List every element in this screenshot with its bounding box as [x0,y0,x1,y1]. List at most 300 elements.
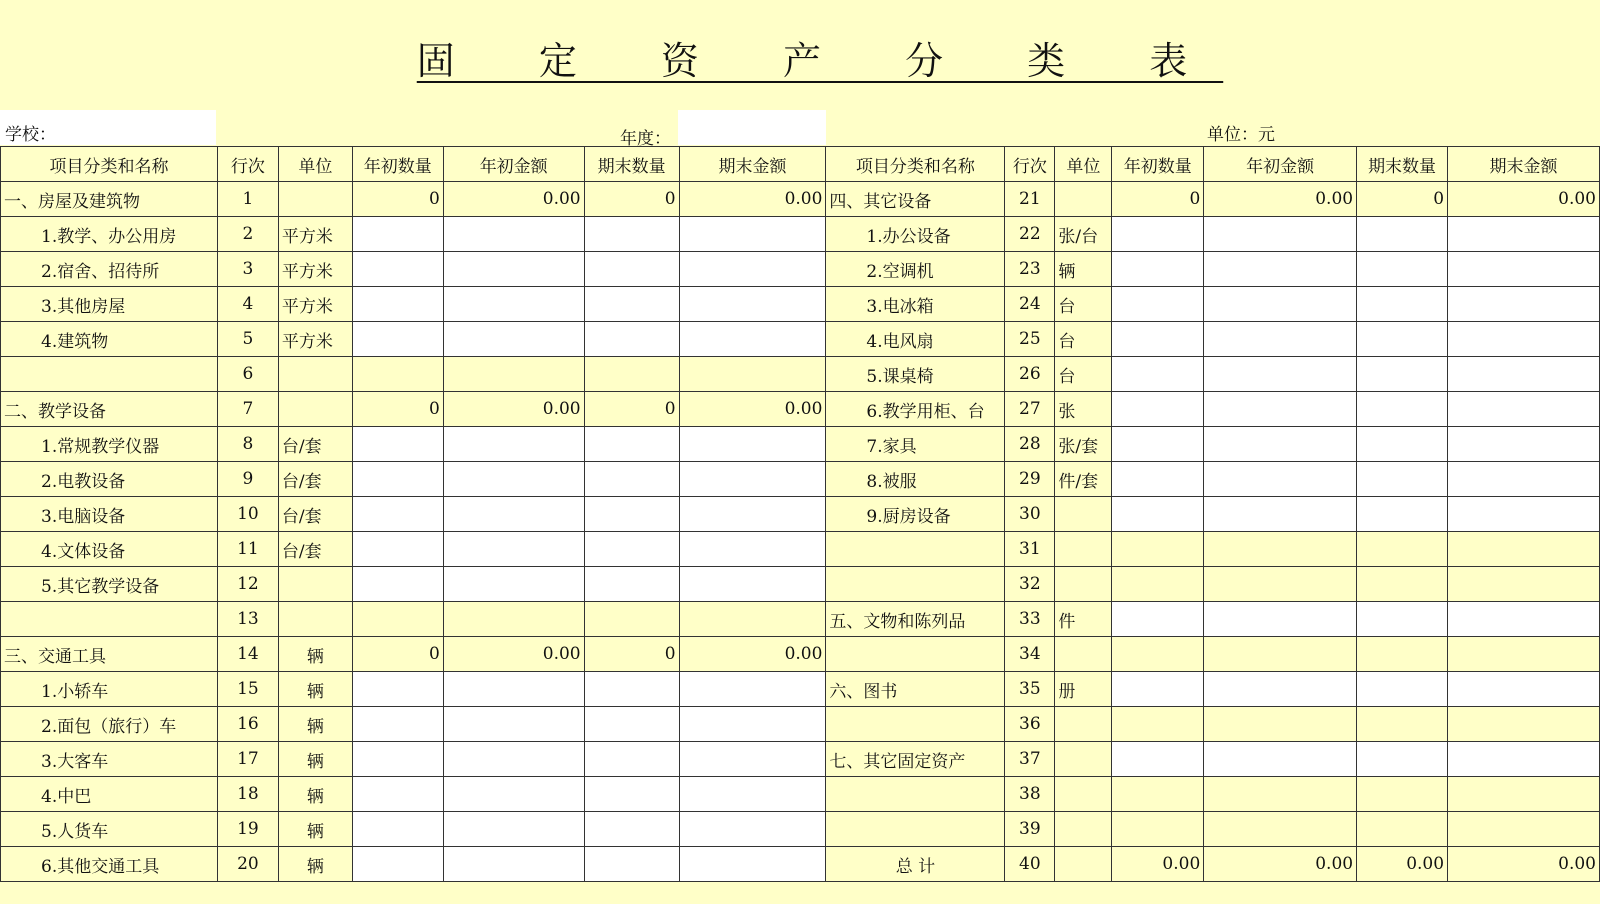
right-begin-qty-cell[interactable] [1112,357,1204,392]
left-begin-amount-cell[interactable]: 0.00 [443,392,584,427]
right-line-no-cell[interactable]: 28 [1005,427,1055,462]
left-end-amount-cell[interactable] [679,567,826,602]
left-begin-amount-cell[interactable] [443,427,584,462]
left-unit-cell[interactable]: 台/套 [278,462,352,497]
right-item-name-cell[interactable]: 六、图书 [826,672,1005,707]
right-unit-cell[interactable]: 册 [1055,672,1112,707]
left-unit-cell[interactable]: 辆 [278,742,352,777]
right-end-qty-cell[interactable] [1357,427,1448,462]
header-right-unit: 单位 [1055,147,1112,182]
right-unit-cell[interactable] [1055,182,1112,217]
right-line-no-cell[interactable]: 40 [1005,847,1055,882]
right-begin-qty-cell[interactable] [1112,637,1204,672]
left-begin-qty-cell[interactable] [352,322,443,357]
right-begin-amount-cell[interactable] [1204,567,1357,602]
right-begin-qty-cell[interactable] [1112,567,1204,602]
left-end-amount-cell[interactable] [679,217,826,252]
left-end-qty-cell[interactable] [584,672,679,707]
left-unit-cell[interactable] [278,357,352,392]
left-item-name-cell[interactable]: 6.其他交通工具 [1,847,218,882]
left-begin-amount-cell[interactable] [443,287,584,322]
left-unit-cell[interactable] [278,182,352,217]
right-end-qty-cell[interactable] [1357,777,1448,812]
right-end-amount-cell[interactable] [1448,567,1600,602]
right-unit-cell[interactable]: 张/套 [1055,427,1112,462]
left-begin-qty-cell[interactable] [352,287,443,322]
right-end-amount-cell[interactable] [1448,252,1600,287]
right-end-qty-cell[interactable] [1357,392,1448,427]
left-begin-amount-cell[interactable] [443,602,584,637]
right-end-qty-cell[interactable] [1357,707,1448,742]
right-begin-qty-cell[interactable] [1112,217,1204,252]
right-end-amount-cell[interactable] [1448,287,1600,322]
left-line-no-cell[interactable]: 19 [217,812,278,847]
right-unit-cell[interactable] [1055,497,1112,532]
left-item-name-cell[interactable] [1,357,218,392]
left-line-no-cell[interactable]: 7 [217,392,278,427]
left-begin-qty-cell[interactable] [352,672,443,707]
right-end-qty-cell[interactable] [1357,462,1448,497]
right-end-qty-cell[interactable] [1357,497,1448,532]
right-line-no-cell[interactable]: 32 [1005,567,1055,602]
right-end-qty-cell[interactable] [1357,812,1448,847]
left-unit-cell[interactable]: 辆 [278,707,352,742]
left-end-amount-cell[interactable]: 0.00 [679,392,826,427]
right-end-amount-cell[interactable] [1448,392,1600,427]
table-row [1,217,1600,252]
right-unit-cell[interactable] [1055,567,1112,602]
right-line-no-cell[interactable]: 25 [1005,322,1055,357]
right-unit-cell[interactable]: 件/套 [1055,462,1112,497]
left-item-name-cell[interactable]: 5.其它教学设备 [1,567,218,602]
right-line-no-cell[interactable]: 31 [1005,532,1055,567]
right-unit-cell[interactable]: 张/台 [1055,217,1112,252]
left-end-qty-cell[interactable] [584,497,679,532]
left-line-no-cell[interactable]: 5 [217,322,278,357]
right-item-name-cell[interactable] [826,637,1005,672]
left-end-amount-cell[interactable] [679,707,826,742]
table-row [1,322,1600,357]
left-begin-qty-cell[interactable] [352,777,443,812]
right-end-qty-cell[interactable]: 0.00 [1357,847,1448,882]
left-begin-amount-cell[interactable] [443,462,584,497]
right-unit-cell[interactable] [1055,812,1112,847]
right-begin-amount-cell[interactable] [1204,742,1357,777]
right-line-no-cell[interactable]: 38 [1005,777,1055,812]
right-begin-qty-cell[interactable] [1112,532,1204,567]
left-unit-cell[interactable]: 台/套 [278,427,352,462]
right-begin-qty-cell[interactable] [1112,322,1204,357]
right-line-no-cell[interactable]: 37 [1005,742,1055,777]
left-unit-cell[interactable]: 台/套 [278,532,352,567]
right-end-qty-cell[interactable] [1357,637,1448,672]
right-begin-qty-cell[interactable] [1112,462,1204,497]
left-unit-cell[interactable]: 辆 [278,812,352,847]
right-item-name-cell[interactable] [826,532,1005,567]
left-begin-amount-cell[interactable] [443,707,584,742]
left-end-amount-cell[interactable]: 0.00 [679,182,826,217]
left-unit-cell[interactable] [278,602,352,637]
right-begin-qty-cell[interactable] [1112,812,1204,847]
left-line-no-cell[interactable]: 11 [217,532,278,567]
right-end-amount-cell[interactable] [1448,532,1600,567]
right-end-amount-cell[interactable] [1448,427,1600,462]
right-begin-amount-cell[interactable]: 0.00 [1204,182,1357,217]
right-unit-cell[interactable]: 辆 [1055,252,1112,287]
right-end-qty-cell[interactable] [1357,602,1448,637]
right-end-amount-cell[interactable] [1448,357,1600,392]
left-end-qty-cell[interactable] [584,742,679,777]
left-begin-amount-cell[interactable] [443,847,584,882]
right-begin-qty-cell[interactable] [1112,252,1204,287]
left-end-qty-cell[interactable]: 0 [584,182,679,217]
left-begin-qty-cell[interactable] [352,532,443,567]
left-unit-cell[interactable] [278,392,352,427]
left-unit-cell[interactable]: 辆 [278,847,352,882]
right-end-amount-cell[interactable] [1448,322,1600,357]
school-label: 学校： [5,125,56,145]
left-begin-qty-cell[interactable] [352,847,443,882]
left-item-name-cell[interactable]: 1.小轿车 [1,672,218,707]
right-begin-amount-cell[interactable] [1204,602,1357,637]
right-begin-amount-cell[interactable] [1204,392,1357,427]
left-item-name-cell[interactable]: 1.常规教学仪器 [1,427,218,462]
right-begin-amount-cell[interactable] [1204,357,1357,392]
year-input-cell[interactable] [678,110,826,145]
left-end-amount-cell[interactable] [679,812,826,847]
left-begin-amount-cell[interactable] [443,497,584,532]
left-end-qty-cell[interactable] [584,217,679,252]
right-begin-amount-cell[interactable] [1204,812,1357,847]
left-end-qty-cell[interactable] [584,462,679,497]
right-line-no-cell[interactable]: 23 [1005,252,1055,287]
right-end-qty-cell[interactable] [1357,567,1448,602]
right-item-name-cell[interactable]: 总 计 [826,847,1005,882]
left-unit-cell[interactable]: 平方米 [278,287,352,322]
left-begin-amount-cell[interactable] [443,217,584,252]
left-item-name-cell[interactable]: 2.面包（旅行）车 [1,707,218,742]
left-end-amount-cell[interactable] [679,287,826,322]
left-line-no-cell[interactable]: 6 [217,357,278,392]
left-end-qty-cell[interactable] [584,777,679,812]
left-end-qty-cell[interactable] [584,567,679,602]
right-line-no-cell[interactable]: 33 [1005,602,1055,637]
left-line-no-cell[interactable]: 12 [217,567,278,602]
right-unit-cell[interactable]: 台 [1055,357,1112,392]
left-begin-amount-cell[interactable] [443,357,584,392]
right-end-qty-cell[interactable] [1357,217,1448,252]
left-end-amount-cell[interactable] [679,742,826,777]
left-item-name-cell[interactable]: 3.大客车 [1,742,218,777]
table-row [1,357,1600,392]
right-end-qty-cell[interactable] [1357,287,1448,322]
left-begin-amount-cell[interactable]: 0.00 [443,182,584,217]
right-item-name-cell[interactable]: 3.电冰箱 [826,287,1005,322]
left-item-name-cell[interactable]: 一、房屋及建筑物 [1,182,218,217]
left-line-no-cell[interactable]: 14 [217,637,278,672]
header-row [1,147,1600,182]
right-begin-amount-cell[interactable]: 0.00 [1204,847,1357,882]
header-right-begin-qty: 年初数量 [1112,147,1204,182]
right-begin-amount-cell[interactable] [1204,252,1357,287]
table-row [1,707,1600,742]
right-begin-amount-cell[interactable] [1204,707,1357,742]
left-unit-cell[interactable] [278,567,352,602]
right-line-no-cell[interactable]: 26 [1005,357,1055,392]
left-end-amount-cell[interactable] [679,427,826,462]
table-row [1,497,1600,532]
left-item-name-cell[interactable]: 4.文体设备 [1,532,218,567]
right-end-amount-cell[interactable]: 0.00 [1448,847,1600,882]
right-end-qty-cell[interactable]: 0 [1357,182,1448,217]
left-begin-amount-cell[interactable]: 0.00 [443,637,584,672]
right-end-qty-cell[interactable] [1357,322,1448,357]
left-end-amount-cell[interactable] [679,602,826,637]
left-begin-amount-cell[interactable] [443,777,584,812]
right-unit-cell[interactable] [1055,847,1112,882]
right-begin-qty-cell[interactable] [1112,497,1204,532]
left-item-name-cell[interactable]: 2.宿舍、招待所 [1,252,218,287]
left-begin-qty-cell[interactable] [352,427,443,462]
right-item-name-cell[interactable] [826,707,1005,742]
right-unit-cell[interactable] [1055,742,1112,777]
table-row [1,672,1600,707]
left-item-name-cell[interactable]: 三、交通工具 [1,637,218,672]
left-item-name-cell[interactable]: 3.其他房屋 [1,287,218,322]
left-unit-cell[interactable]: 辆 [278,777,352,812]
left-end-qty-cell[interactable] [584,812,679,847]
left-line-no-cell[interactable]: 20 [217,847,278,882]
right-line-no-cell[interactable]: 22 [1005,217,1055,252]
left-end-amount-cell[interactable] [679,357,826,392]
left-line-no-cell[interactable]: 9 [217,462,278,497]
right-begin-amount-cell[interactable] [1204,532,1357,567]
right-unit-cell[interactable]: 张 [1055,392,1112,427]
left-begin-qty-cell[interactable] [352,217,443,252]
right-unit-cell[interactable] [1055,777,1112,812]
right-end-amount-cell[interactable] [1448,637,1600,672]
right-line-no-cell[interactable]: 35 [1005,672,1055,707]
left-begin-qty-cell[interactable] [352,812,443,847]
header-right-end-amount: 期末金额 [1448,147,1600,182]
left-end-amount-cell[interactable]: 0.00 [679,637,826,672]
left-end-qty-cell[interactable]: 0 [584,637,679,672]
left-end-qty-cell[interactable] [584,287,679,322]
left-end-amount-cell[interactable] [679,847,826,882]
right-end-qty-cell[interactable] [1357,742,1448,777]
left-item-name-cell[interactable]: 3.电脑设备 [1,497,218,532]
left-unit-cell[interactable]: 平方米 [278,217,352,252]
left-item-name-cell[interactable]: 4.建筑物 [1,322,218,357]
left-item-name-cell[interactable]: 4.中巴 [1,777,218,812]
left-begin-qty-cell[interactable] [352,602,443,637]
left-line-no-cell[interactable]: 10 [217,497,278,532]
right-unit-cell[interactable]: 台 [1055,322,1112,357]
table-row [1,847,1600,882]
left-begin-amount-cell[interactable] [443,742,584,777]
left-begin-amount-cell[interactable] [443,567,584,602]
right-end-amount-cell[interactable] [1448,217,1600,252]
right-begin-amount-cell[interactable] [1204,672,1357,707]
right-begin-amount-cell[interactable] [1204,427,1357,462]
left-begin-qty-cell[interactable] [352,497,443,532]
asset-classification-table [0,146,1600,882]
left-begin-qty-cell[interactable] [352,462,443,497]
left-item-name-cell[interactable]: 5.人货车 [1,812,218,847]
right-end-amount-cell[interactable] [1448,812,1600,847]
right-line-no-cell[interactable]: 21 [1005,182,1055,217]
right-item-name-cell[interactable] [826,777,1005,812]
left-item-name-cell[interactable]: 1.教学、办公用房 [1,217,218,252]
left-end-qty-cell[interactable]: 0 [584,392,679,427]
right-begin-qty-cell[interactable] [1112,427,1204,462]
left-line-no-cell[interactable]: 1 [217,182,278,217]
right-unit-cell[interactable] [1055,637,1112,672]
left-end-qty-cell[interactable] [584,357,679,392]
right-item-name-cell[interactable]: 7.家具 [826,427,1005,462]
left-end-qty-cell[interactable] [584,532,679,567]
right-begin-amount-cell[interactable] [1204,637,1357,672]
left-end-qty-cell[interactable] [584,602,679,637]
right-end-amount-cell[interactable] [1448,707,1600,742]
right-begin-amount-cell[interactable] [1204,497,1357,532]
right-unit-cell[interactable]: 台 [1055,287,1112,322]
right-end-qty-cell[interactable] [1357,672,1448,707]
left-unit-cell[interactable]: 平方米 [278,322,352,357]
left-begin-amount-cell[interactable] [443,252,584,287]
left-line-no-cell[interactable]: 17 [217,742,278,777]
right-begin-qty-cell[interactable] [1112,392,1204,427]
right-line-no-cell[interactable]: 24 [1005,287,1055,322]
right-end-qty-cell[interactable] [1357,252,1448,287]
left-item-name-cell[interactable]: 二、教学设备 [1,392,218,427]
right-begin-amount-cell[interactable] [1204,217,1357,252]
right-unit-cell[interactable] [1055,707,1112,742]
left-item-name-cell[interactable]: 2.电教设备 [1,462,218,497]
left-end-amount-cell[interactable] [679,322,826,357]
left-end-amount-cell[interactable] [679,497,826,532]
right-begin-qty-cell[interactable] [1112,777,1204,812]
left-begin-qty-cell[interactable]: 0 [352,182,443,217]
left-item-name-cell[interactable] [1,602,218,637]
right-end-amount-cell[interactable] [1448,497,1600,532]
table-row [1,637,1600,672]
right-item-name-cell[interactable]: 1.办公设备 [826,217,1005,252]
right-end-amount-cell[interactable]: 0.00 [1448,182,1600,217]
left-unit-cell[interactable]: 平方米 [278,252,352,287]
left-line-no-cell[interactable]: 3 [217,252,278,287]
left-end-amount-cell[interactable] [679,252,826,287]
right-item-name-cell[interactable] [826,812,1005,847]
right-line-no-cell[interactable]: 27 [1005,392,1055,427]
left-end-qty-cell[interactable] [584,707,679,742]
right-item-name-cell[interactable]: 四、其它设备 [826,182,1005,217]
right-end-amount-cell[interactable] [1448,462,1600,497]
left-line-no-cell[interactable]: 15 [217,672,278,707]
left-end-amount-cell[interactable] [679,532,826,567]
right-begin-qty-cell[interactable] [1112,742,1204,777]
right-begin-qty-cell[interactable]: 0 [1112,182,1204,217]
right-line-no-cell[interactable]: 29 [1005,462,1055,497]
table-row [1,392,1600,427]
right-end-qty-cell[interactable] [1357,532,1448,567]
left-unit-cell[interactable]: 辆 [278,637,352,672]
right-line-no-cell[interactable]: 30 [1005,497,1055,532]
right-line-no-cell[interactable]: 39 [1005,812,1055,847]
right-end-amount-cell[interactable] [1448,742,1600,777]
right-line-no-cell[interactable]: 34 [1005,637,1055,672]
left-begin-amount-cell[interactable] [443,812,584,847]
right-begin-qty-cell[interactable]: 0.00 [1112,847,1204,882]
left-end-qty-cell[interactable] [584,427,679,462]
left-begin-qty-cell[interactable] [352,707,443,742]
left-begin-amount-cell[interactable] [443,322,584,357]
left-line-no-cell[interactable]: 2 [217,217,278,252]
right-item-name-cell[interactable]: 5.课桌椅 [826,357,1005,392]
header-right-line: 行次 [1005,147,1055,182]
left-line-no-cell[interactable]: 4 [217,287,278,322]
left-begin-qty-cell[interactable] [352,357,443,392]
left-end-qty-cell[interactable] [584,252,679,287]
left-begin-qty-cell[interactable] [352,567,443,602]
left-end-amount-cell[interactable] [679,777,826,812]
left-line-no-cell[interactable]: 16 [217,707,278,742]
right-unit-cell[interactable] [1055,532,1112,567]
right-line-no-cell[interactable]: 36 [1005,707,1055,742]
right-begin-amount-cell[interactable] [1204,462,1357,497]
left-line-no-cell[interactable]: 13 [217,602,278,637]
right-item-name-cell[interactable] [826,567,1005,602]
right-item-name-cell[interactable]: 9.厨房设备 [826,497,1005,532]
right-begin-qty-cell[interactable] [1112,287,1204,322]
right-begin-qty-cell[interactable] [1112,707,1204,742]
left-begin-amount-cell[interactable] [443,532,584,567]
left-begin-qty-cell[interactable] [352,252,443,287]
left-end-amount-cell[interactable] [679,672,826,707]
left-line-no-cell[interactable]: 8 [217,427,278,462]
right-item-name-cell[interactable]: 2.空调机 [826,252,1005,287]
right-end-amount-cell[interactable] [1448,602,1600,637]
right-unit-cell[interactable]: 件 [1055,602,1112,637]
table-row [1,287,1600,322]
left-line-no-cell[interactable]: 18 [217,777,278,812]
right-begin-amount-cell[interactable] [1204,777,1357,812]
right-end-amount-cell[interactable] [1448,777,1600,812]
left-unit-cell[interactable]: 辆 [278,672,352,707]
left-begin-qty-cell[interactable]: 0 [352,637,443,672]
right-begin-qty-cell[interactable] [1112,672,1204,707]
left-end-qty-cell[interactable] [584,847,679,882]
right-item-name-cell[interactable]: 七、其它固定资产 [826,742,1005,777]
header-left-begin-qty: 年初数量 [352,147,443,182]
left-end-amount-cell[interactable] [679,462,826,497]
left-begin-qty-cell[interactable]: 0 [352,392,443,427]
right-begin-qty-cell[interactable] [1112,602,1204,637]
right-item-name-cell[interactable]: 五、文物和陈列品 [826,602,1005,637]
table-row [1,182,1600,217]
right-end-qty-cell[interactable] [1357,357,1448,392]
right-item-name-cell[interactable]: 4.电风扇 [826,322,1005,357]
left-begin-amount-cell[interactable] [443,672,584,707]
right-end-amount-cell[interactable] [1448,672,1600,707]
left-end-qty-cell[interactable] [584,322,679,357]
right-item-name-cell[interactable]: 8.被服 [826,462,1005,497]
right-item-name-cell[interactable]: 6.教学用柜、台 [826,392,1005,427]
right-begin-amount-cell[interactable] [1204,322,1357,357]
left-unit-cell[interactable]: 台/套 [278,497,352,532]
right-begin-amount-cell[interactable] [1204,287,1357,322]
left-begin-qty-cell[interactable] [352,742,443,777]
